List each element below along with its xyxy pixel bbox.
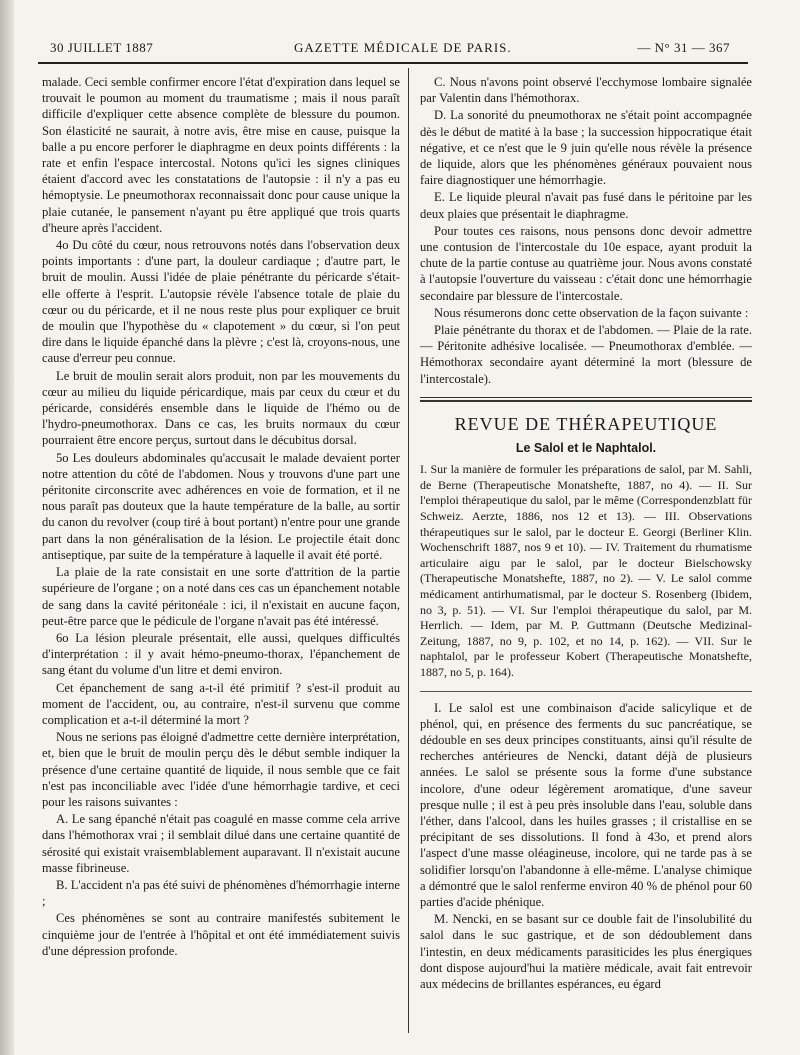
paragraph: Nous résumerons donc cette observation de la façon suivante : (434, 305, 749, 320)
paragraph: Cet épanchement de sang a-t-il été primitif ? s'est-il produit au moment de l'accident, ou, au contraire, n'est-il survenu que comme complication et a-t-il déterminé la mort ? (42, 680, 400, 727)
article-title: Le Salol et le Naphtalol. (515, 441, 657, 456)
section-title: REVUE DE THÉRAPEUTIQUE (454, 413, 718, 434)
paragraph: 4o Du côté du cœur, nous retrouvons notés dans l'observation deux points importants : d'une part, la douleur cardiaque ; d'autre part, le bruit de moulin. Aussi l'idée de plaie pénétrante du péricarde s'était-elle offerte à l'esprit. L'autopsie révèle l'absence totale de plaie du cœur ou du péricarde, et il ne nous reste plus pour expliquer ce bruit de moulin que l'hypothèse du « clapotement » du cœur, si l'on peut dire dans le liquide épanché dans la plèvre ; c'est là, croyons-nous, une cause d'erreur peu connue. (42, 238, 400, 366)
running-header (50, 40, 730, 60)
section-rule (420, 397, 752, 398)
header-date: 30 JUILLET 1887 (50, 40, 154, 55)
paragraph: 5o Les douleurs abdominales qu'accusait le malade devaient porter notre attention du côté de l'abdomen. Nous y trouvons d'une part une péritonite circonscrite avec adhérences en voie de formation, et il ne nous paraît pas douteux que la haute température de la balle, au sortir du canon du revolver (coup tiré à bout portant) n'entre pour une grande part dans la non généralisation de la lésion. Le projectile était donc antiseptique, par suite de la température à laquelle il avait été porté. (42, 450, 400, 562)
header-rule (38, 62, 748, 64)
section-rule (420, 400, 752, 402)
left-column (42, 74, 400, 960)
paragraph: D. La sonorité du pneumothorax ne s'était point accompagnée dès le début de matité à la base ; la succession hippocratique était négative, et ce n'est que le 9 juin qu'elle nous révèle la présence de liquide, alors que les phénomènes généraux pouvaient nous faire diagnostiquer une hémorrhagie. (420, 108, 752, 188)
issue-page-number: — N° 31 — 367 (637, 40, 730, 55)
paragraph: B. L'accident n'a pas été suivi de phénomènes d'hémorrhagie interne ; (42, 877, 400, 909)
paragraph: Le bruit de moulin serait alors produit, non par les mouvements du cœur au milieu du liquide péricardique, mais par ceux du cœur et du péricarde, considérés ensemble dans le liquide de l'hémo ou de l'hydro-pneumothorax. Dans ce cas, les bruits normaux du cœur pourraient être encore perçus, surtout dans le décubitus dorsal. (42, 368, 400, 448)
references-list: I. Sur la manière de formuler les préparations de salol, par M. Sahli, de Berne (Therapeutische Monatshefte, 1887, no 4). — II. Sur l'emploi thérapeutique du salol, par le même (Correspondenzblatt für Schweiz. Aerzte, 1886, nos 12 et 13). — III. Observations thérapeutiques sur le salol, par le docteur E. Georgi (Berliner Klin. Wochenschrift 1887, nos 9 et 10). — IV. Traitement du rhumatisme articulaire aigu par le salol, par le docteur Bielschowsky (Therapeutische Monatshefte, 1887, no 2). — V. Le salol comme médicament antirhumatismal, par le docteur S. Rosenberg (Ibidem, no 3, p. 51). — VI. Sur l'emploi thérapeutique du salol, par M. Herrlich. — Idem, par M. P. Guttmann (Deutsche Medizinal-Zeitung, 1887, no 9, p. 102, et no 14, p. 162). — VII. Sur le naphtalol, par le professeur Kobert (Therapeutische Monatshefte, 1887, no 5, p. 164). (420, 462, 752, 679)
paragraph: M. Nencki, en se basant sur ce double fait de l'insolubilité du salol dans le suc gastrique, et de son dédoublement dans l'intestin, en deux médicaments parasiticides les plus énergiques dont dispose aujourd'hui la matière médicale, avait fait entrevoir aux médecins de brillantes espérances, eu égard (420, 912, 752, 992)
summary-paragraph: Plaie pénétrante du thorax et de l'abdomen. — Plaie de la rate. — Péritonite adhésive localisée. — Pneumothorax d'emblée. — Hémothorax secondaire ayant déterminé la mort (blessure de l'intercostale). (420, 323, 752, 386)
paragraph: A. Le sang épanché n'était pas coagulé en masse comme cela arrive dans l'hémothorax vrai ; il semblait dilué dans une certaine quantité de sérosité qui existait vraisemblablement auparavant. Il n'existait aucune masse fibrineuse. (42, 812, 400, 875)
paragraph: 6o La lésion pleurale présentait, elle aussi, quelques difficultés d'interprétation : il y avait hémo-pneumo-thorax, l'épanchement de sang étant du volume d'un litre et demi environ. (42, 630, 400, 678)
journal-title: GAZETTE MÉDICALE DE PARIS. (294, 40, 512, 55)
paragraph: C. Nous n'avons point observé l'ecchymose lombaire signalée par Valentin dans l'hémothorax. (420, 75, 752, 106)
page-edge (0, 0, 14, 1055)
paragraph: Pour toutes ces raisons, nous pensons donc devoir admettre une contusion de l'intercostale du 10e espace, ayant produit la chute de la partie contuse au quatrième jour. Nous avons constaté à l'autopsie l'ouverture du vaisseau : c'était donc une hémorrhagie secondaire par blessure de l'intercostale. (420, 223, 752, 303)
paragraph: Ces phénomènes se sont au contraire manifestés subitement le cinquième jour de l'entrée à l'hôpital et ont été immédiatement suivis d'une dépression profonde. (42, 911, 400, 958)
column-divider (408, 68, 409, 1033)
references-rule (420, 691, 752, 692)
paragraph: Nous ne serions pas éloigné d'admettre cette dernière interprétation, et, bien que le bruit de moulin perçu dès le début semble indiquer la présence d'une certaine quantité de liquide, il nous semble que ce fait n'est pas inconciliable avec l'idée d'une hémorrhagie tardive, et ceci pour les raisons suivantes : (42, 730, 400, 809)
paragraph: malade. Ceci semble confirmer encore l'état d'expiration dans lequel se trouvait le poumon au moment du traumatisme ; mais il nous paraît difficile d'expliquer cette absence complète de blessure du poumon. Son élasticité ne saurait, à notre avis, être mise en cause, puisque la balle a pu encore perforer le diaphragme en deux points différents : la rate et enfin l'espace intercostal. Notons qu'ici les signes cliniques étaient d'accord avec les constatations de l'autopsie : il n'y a pas eu hémoptysie. Le pneumothorax reconnaissait donc pour cause unique la plaie cutanée, le pansement n'ayant pu être appliqué que trois quarts d'heure après l'accident. (42, 75, 400, 235)
paragraph: E. Le liquide pleural n'avait pas fusé dans le péritoine par les deux plaies que présentait le diaphragme. (420, 190, 752, 221)
right-column (420, 74, 752, 993)
paragraph: La plaie de la rate consistait en une sorte d'attrition de la partie supérieure de l'organe ; on a noté dans ces cas un épanchement notable de sang dans la cavité péritonéale : ici, il n'existait en aucune façon, peut-être parce que le pédicule de l'organe n'avait pas été intéressé. (42, 565, 400, 628)
paragraph: I. Le salol est une combinaison d'acide salicylique et de phénol, qui, en présence des ferments du suc pancréatique, se dédouble en ses deux principes constituants, ainsi qu'il résulte de recherches antérieures de Nencki, datant déjà de plusieurs années. Le salol se présente sous la forme d'une substance incolore, d'une odeur légèrement aromatique, d'une saveur presque nulle ; il est à peu près insoluble dans l'eau, soluble dans l'éther, dans l'alcool, dans les huiles grasses ; il cristallise en se précipitant de ses dissolutions. Il fond à 43o, et prend alors l'aspect d'une masse oléagineuse, incolore, qui ne tarde pas à se solidifier lorsqu'on l'abandonne à elle-même. L'analyse chimique a démontré que le salol renferme environ 40 % de phénol pour 60 parties d'acide phénique. (420, 700, 752, 910)
